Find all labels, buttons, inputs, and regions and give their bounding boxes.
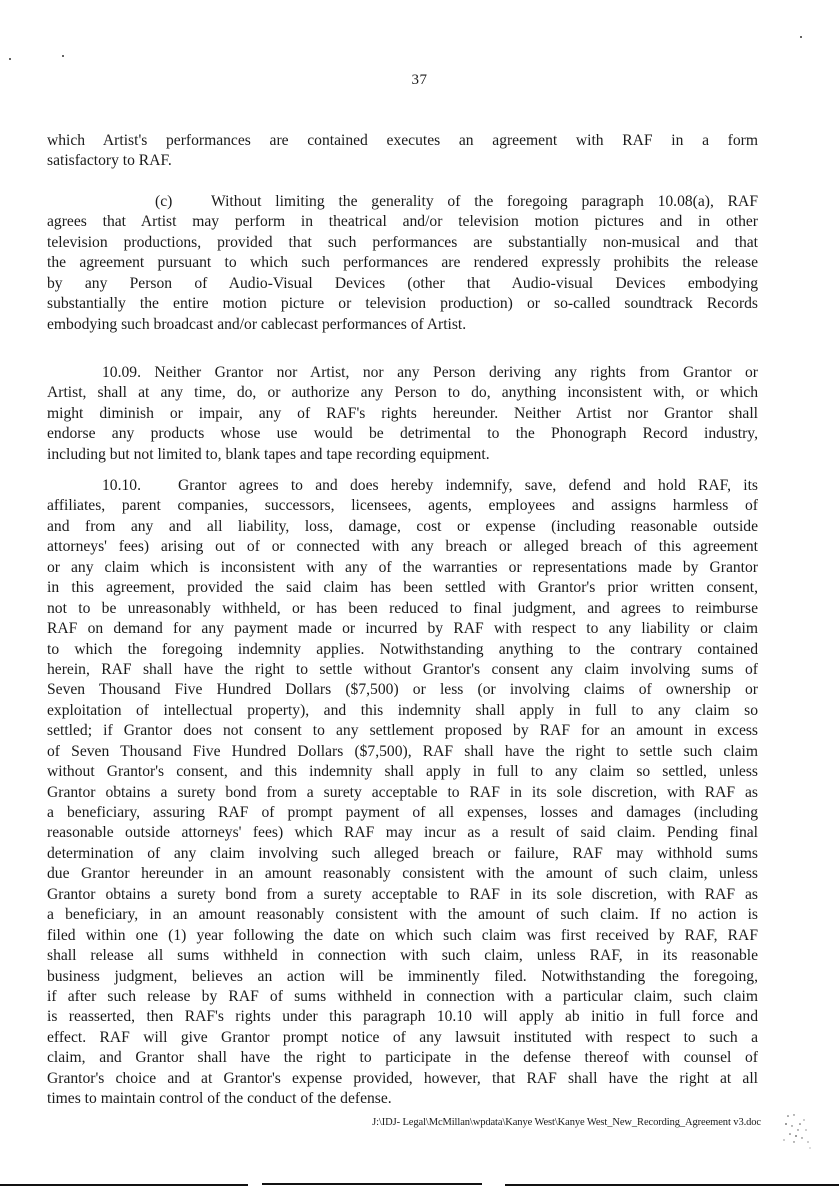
- text-line: Grantor agrees to and does hereby indemnify, save, defend and hold RAF, its: [178, 477, 758, 494]
- text-line: not to be unreasonably withheld, or has been reduced to final judgment, and agrees to reimburse: [47, 599, 758, 617]
- text-line: is reasserted, then RAF's rights under this paragraph 10.10 will apply ab initio in full force and: [47, 1008, 758, 1026]
- text-line: reasonable outside attorneys' fees) which RAF may incur as a result of said claim. Pending final: [47, 824, 758, 842]
- scan-edge-line: [505, 1184, 839, 1186]
- paragraph-continuation: [47, 131, 758, 172]
- text-line: in this agreement, provided the said claim has been settled with Grantor's prior written consent,: [47, 579, 758, 597]
- text-line: a beneficiary, in an amount reasonably consistent with the amount of such claim. If no action is: [47, 906, 758, 924]
- footer-file-path: J:\IDJ- Legal\McMillan\wpdata\Kanye West\Kanye West_New_Recording_Agreement v3.doc: [372, 1117, 761, 1128]
- text-line: without Grantor's consent, and this indemnity shall apply in full to any claim so settled, unless: [47, 763, 758, 781]
- text-line: 10.09. Neither Grantor nor Artist, nor any Person deriving any rights from Grantor or: [102, 364, 758, 381]
- scan-speck: [62, 55, 64, 57]
- text-line: determination of any claim involving such alleged breach or failure, RAF may withhold sums: [47, 844, 758, 862]
- paragraph-10-10: [47, 476, 758, 1110]
- text-line: due Grantor hereunder in an amount reasonably consistent with the amount of such claim, unless: [47, 865, 758, 883]
- text-line: filed within one (1) year following the date on which such claim was first received by RAF, RAF: [47, 926, 758, 944]
- text-line: settled; if Grantor does not consent to any settlement proposed by RAF for an amount in excess: [47, 722, 758, 740]
- text-line: including but not limited to, blank tapes and tape recording equipment.: [47, 445, 490, 463]
- first-line: [47, 192, 758, 212]
- scan-speck: [800, 36, 802, 38]
- text-line: satisfactory to RAF.: [47, 152, 172, 170]
- scan-stamp-mark: [780, 1112, 820, 1152]
- text-line: embodying such broadcast and/or cablecast performances of Artist.: [47, 315, 467, 333]
- text-line: Grantor obtains a surety bond from a surety acceptable to RAF in its sole discretion, with RAF as: [47, 783, 758, 801]
- scan-edge-line: [262, 1183, 482, 1185]
- text-line: a beneficiary, assuring RAF of prompt payment of all expenses, losses and damages (including: [47, 804, 758, 821]
- text-line: effect. RAF will give Grantor prompt notice of any lawsuit instituted with respect to such a: [47, 1028, 758, 1046]
- text-line: RAF on demand for any payment made or incurred by RAF with respect to any liability or claim: [47, 620, 758, 638]
- text-line: times to maintain control of the conduct of the defense.: [47, 1090, 392, 1108]
- text-line: herein, RAF shall have the right to settle without Grantor's consent any claim involving sums of: [47, 660, 758, 678]
- text-line: the agreement pursuant to which such performances are rendered expressly prohibits the release: [47, 254, 758, 272]
- text-line: if after such release by RAF of sums withheld in connection with a particular claim, such claim: [47, 987, 758, 1005]
- text-line: and from any and all liability, loss, damage, cost or expense (including reasonable outside: [47, 517, 758, 535]
- text-line: Grantor's choice and at Grantor's expense provided, however, that RAF shall have the right at all: [47, 1069, 758, 1087]
- section-label: 10.10.: [102, 477, 141, 494]
- text-line: television productions, provided that such performances are substantially non-musical and that: [47, 233, 758, 251]
- text-line: claim, and Grantor shall have the right to participate in the defense thereof with counsel of: [47, 1049, 758, 1067]
- text-line: by any Person of Audio-Visual Devices (other that Audio-visual Devices embodying: [47, 274, 758, 292]
- text-line: Without limiting the generality of the foregoing paragraph 10.08(a), RAF: [211, 193, 758, 210]
- scan-speck: [9, 58, 11, 60]
- text-line: Seven Thousand Five Hundred Dollars ($7,500) or less (or involving claims of ownership or: [47, 681, 758, 699]
- text-line: Grantor obtains a surety bond from a surety acceptable to RAF in its sole discretion, with RAF as: [47, 885, 758, 903]
- first-line: [47, 476, 758, 496]
- text-line: shall release all sums withheld in connection with such claim, unless RAF, in its reasonable: [47, 947, 758, 965]
- paragraph-10-09: [47, 363, 758, 465]
- subparagraph-label: (c): [155, 193, 173, 210]
- text-line: of Seven Thousand Five Hundred Dollars ($7,500), RAF shall have the right to settle such claim: [47, 742, 758, 760]
- scan-edge-line: [0, 1184, 248, 1186]
- text-line: substantially the entire motion picture or television production) or so-called soundtrack Records: [47, 295, 758, 313]
- text-line: business judgment, believes an action will be imminently filed. Notwithstanding the foregoing,: [47, 967, 758, 985]
- text-line: endorse any products whose use would be detrimental to the Phonograph Record industry,: [47, 425, 758, 443]
- text-line: agrees that Artist may perform in theatrical and/or television motion pictures and in other: [47, 213, 758, 231]
- text-line: to which the foregoing indemnity applies. Notwithstanding anything to the contrary contained: [47, 640, 758, 658]
- text-line: affiliates, parent companies, successors, licensees, agents, employees and assigns harmless of: [47, 497, 758, 515]
- paragraph-10-08-c: [47, 192, 758, 335]
- page-number: 37: [411, 72, 428, 88]
- text-line: which Artist's performances are contained executes an agreement with RAF in a form: [47, 132, 758, 149]
- text-line: exploitation of intellectual property), and this indemnity shall apply in full to any claim so: [47, 701, 758, 719]
- text-line: might diminish or impair, any of RAF's rights hereunder. Neither Artist nor Grantor shall: [47, 404, 758, 422]
- text-line: Artist, shall at any time, do, or authorize any Person to do, anything inconsistent with, or which: [47, 384, 758, 402]
- text-line: attorneys' fees) arising out of or connected with any breach or alleged breach of this agreement: [47, 538, 758, 556]
- text-line: or any claim which is inconsistent with any of the warranties or representations made by Grantor: [47, 558, 758, 576]
